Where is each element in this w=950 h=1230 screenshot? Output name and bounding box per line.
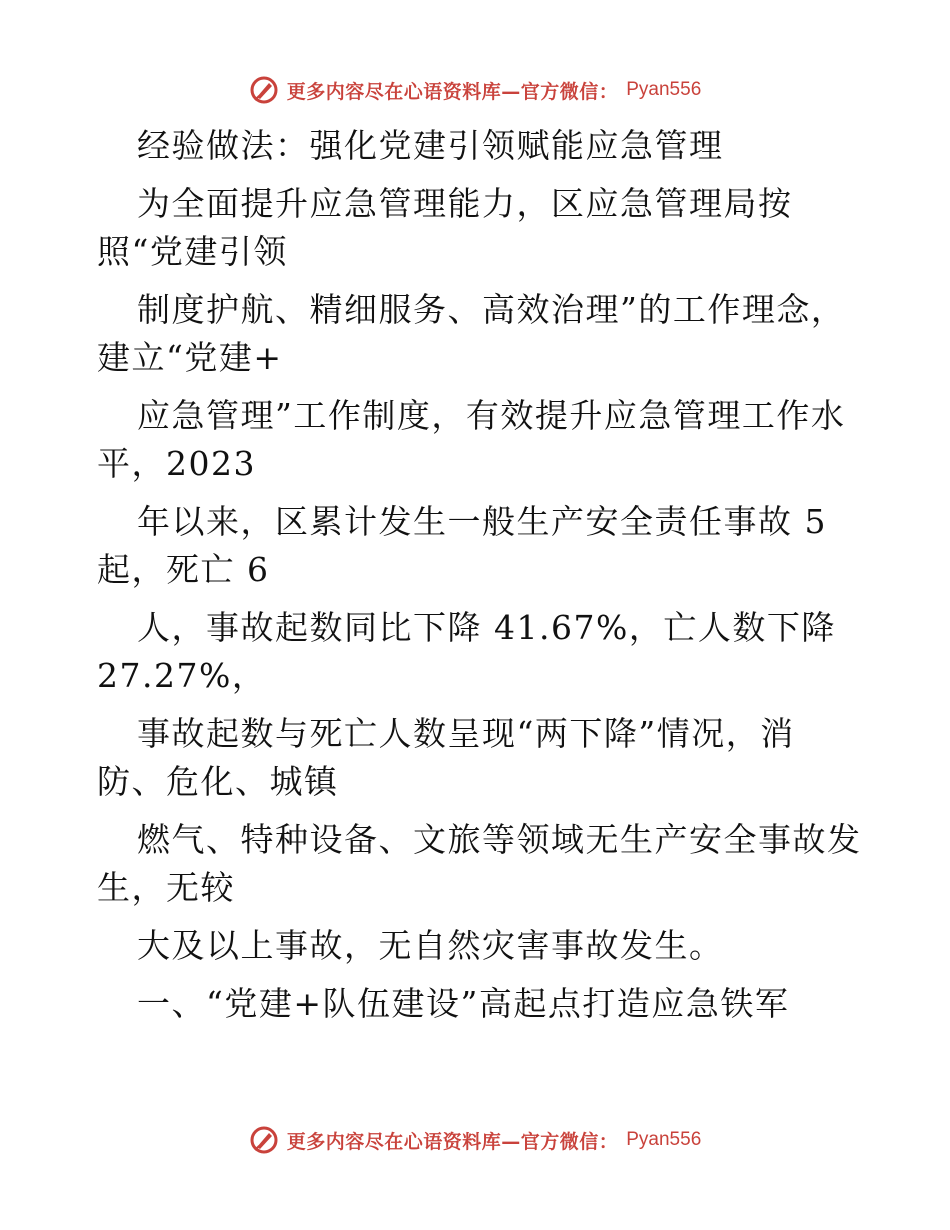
quill-circle-icon — [249, 1125, 279, 1155]
paragraph-line: 生，无较 — [97, 868, 235, 907]
quill-circle-icon — [249, 75, 279, 105]
footer-watermark — [0, 1120, 950, 1160]
watermark-id: Pyan556 — [626, 79, 702, 100]
paragraph-line: 防、危化、城镇 — [97, 762, 339, 801]
paragraph-line: 大及以上事故，无自然灾害事故发生。 — [137, 926, 724, 965]
header-watermark — [0, 70, 950, 110]
document-body — [97, 122, 867, 1028]
paragraph-line: 制度护航、精细服务、高效治理”的工作理念， — [137, 290, 846, 329]
watermark-text: 更多内容尽在心语资料库—官方微信： — [286, 1130, 619, 1153]
paragraph-line: 年以来，区累计发生一般生产安全责任事故 5 — [137, 502, 827, 541]
paragraph-line: 平，2023 — [97, 444, 256, 483]
paragraph-line: 27.27%， — [97, 656, 267, 695]
watermark-text: 更多内容尽在心语资料库—官方微信： — [286, 80, 619, 103]
paragraph-line: 燃气、特种设备、文旅等领域无生产安全事故发 — [137, 820, 862, 859]
paragraph-line: 应急管理”工作制度，有效提升应急管理工作水 — [137, 396, 846, 435]
paragraph-line: 事故起数与死亡人数呈现“两下降”情况，消 — [137, 714, 795, 753]
watermark-id: Pyan556 — [626, 1129, 702, 1150]
paragraph-line: 为全面提升应急管理能力，区应急管理局按 — [137, 184, 793, 223]
section-heading: 一、“党建+队伍建设”高起点打造应急铁军 — [137, 984, 790, 1023]
paragraph-line: 建立“党建+ — [97, 338, 283, 377]
paragraph-line: 照“党建引领 — [97, 232, 288, 271]
paragraph-line: 起，死亡 6 — [97, 550, 270, 589]
paragraph-line: 经验做法：强化党建引领赋能应急管理 — [137, 126, 724, 165]
paragraph-line: 人，事故起数同比下降 41.67%，亡人数下降 — [137, 608, 836, 647]
